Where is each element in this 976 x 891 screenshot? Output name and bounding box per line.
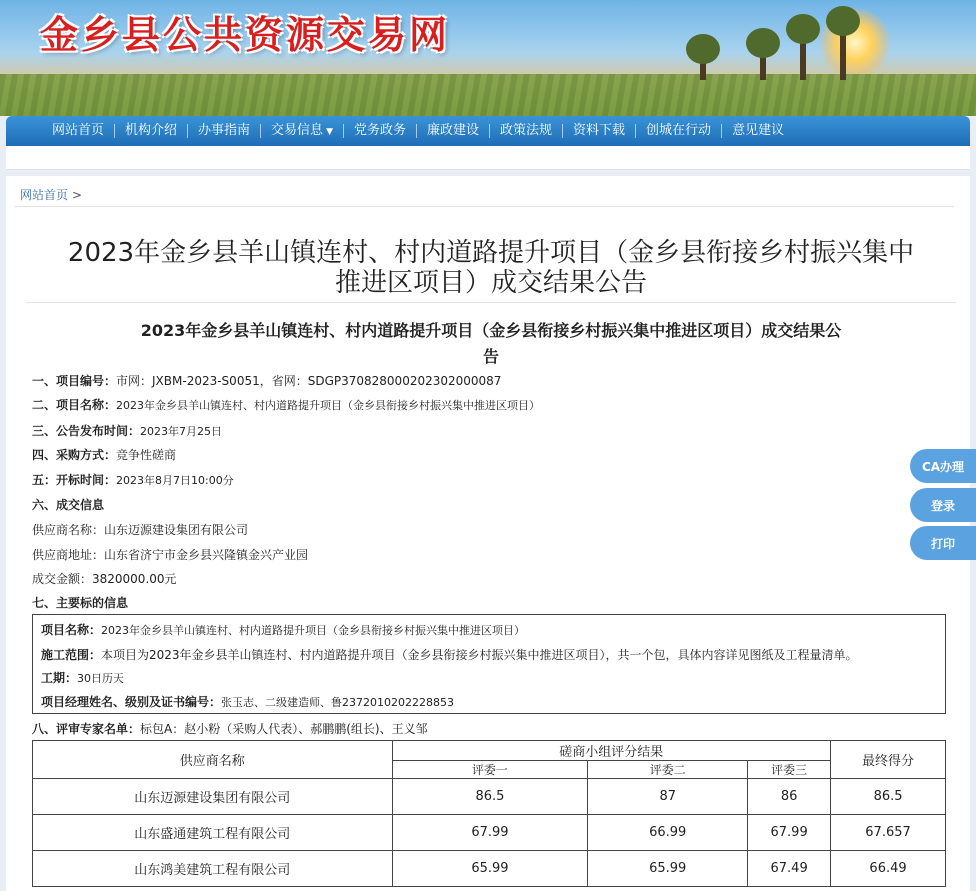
field-value: 本项目为2023年金乡县羊山镇连村、村内道路提升项目（金乡县衔接乡村振兴集中推进区项目），共一个包，具体内容详见图纸及工程量清单。 [101,648,858,662]
print-button[interactable]: 打印 [910,526,976,560]
login-button[interactable]: 登录 [910,488,976,522]
page-title [26,238,956,298]
publish-date [32,422,222,439]
project-name [32,396,540,413]
divider [14,206,954,207]
caret-down-icon: ▼ [326,127,333,137]
field-value: 张玉志、二级建造师、鲁2372010202228853 [221,696,454,709]
article-container [6,176,970,891]
procurement-method [32,446,176,463]
table-header-group: 磋商小组评分结果 [392,741,831,761]
deal-amount: 成交金额：3820000.00元 [32,572,177,586]
field-label: 五：开标时间： [32,473,117,487]
table-header-judge: 评委一 [392,761,588,779]
field-value: 2023年金乡县羊山镇连村、村内道路提升项目（金乡县衔接乡村振兴集中推进区项目） [116,399,541,412]
breadcrumb [20,186,82,203]
table-cell-score: 65.99 [392,851,588,887]
table-header-row [33,741,946,761]
table-cell-final: 86.5 [831,779,946,815]
table-cell-supplier: 山东鸿美建筑工程有限公司 [33,851,393,887]
nav-item-about[interactable]: 机构介绍 [125,123,178,138]
nav-item-downloads[interactable]: 资料下载 [573,123,626,138]
ca-service-button[interactable]: CA办理 [910,449,976,483]
table-header-judge: 评委二 [588,761,748,779]
field-label: 工期： [41,671,78,685]
table-row [33,851,946,887]
nav-item-party-affairs[interactable]: 党务政务 [353,123,406,138]
table-cell-supplier: 山东盛通建筑工程有限公司 [33,815,393,851]
field-label: 项目名称： [41,623,102,637]
project-manager [41,693,454,710]
table-cell-supplier: 山东迈源建设集团有限公司 [33,779,393,815]
nav-item-trade-info-label: 交易信息 [271,123,324,138]
table-cell-final: 67.657 [831,815,946,851]
table-cell-score: 67.99 [392,815,588,851]
page-title-line: 2023年金乡县羊山镇连村、村内道路提升项目（金乡县衔接乡村振兴集中 [67,238,915,268]
site-banner [0,0,976,116]
tree-decoration [840,28,846,80]
bid-opening-time [32,471,234,488]
table-cell-score: 67.99 [748,815,831,851]
field-label: 三、公告发布时间： [32,424,141,438]
field-label: 项目经理姓名、级别及证书编号： [41,695,222,709]
nav-item-guide[interactable]: 办事指南 [198,123,251,138]
section-heading [32,594,128,611]
article-heading [26,318,956,370]
nav-item-policy[interactable]: 政策法规 [500,123,553,138]
supplier-name: 供应商名称：山东迈源建设集团有限公司 [32,523,249,537]
article-heading-line: 告 [482,347,499,366]
score-table [32,740,946,887]
field-value: 标包A：赵小粉（采购人代表）、郝鹏鹏(组长)、王义邹 [140,722,428,736]
table-cell-score: 86.5 [392,779,588,815]
article-heading-line: 2023年金乡县羊山镇连村、村内道路提升项目（金乡县衔接乡村振兴集中推进区项目）成交结果公 [140,321,842,340]
tree-decoration [800,36,806,80]
table-cell-score: 86 [748,779,831,815]
nav-item-trade-info[interactable] [261,123,343,139]
field-decoration [0,74,976,116]
table-cell-final: 66.49 [831,851,946,887]
field-value: 2023年7月25日 [140,425,223,438]
expert-list [32,720,428,737]
subject-name [41,621,525,638]
supplier-address: 供应商地址：山东省济宁市金乡县兴隆镇金兴产业园 [32,548,309,562]
page-title-line: 推进区项目）成交结果公告 [334,268,647,298]
field-label: 八、评审专家名单： [32,722,141,736]
field-value: 2023年金乡县羊山镇连村、村内道路提升项目（金乡县衔接乡村振兴集中推进区项目） [101,624,526,637]
table-row [33,779,946,815]
tree-decoration [700,56,706,80]
table-row [33,815,946,851]
section-heading [32,496,104,513]
field-label: 一、项目编号： [32,374,117,388]
field-label: 四、采购方式： [32,448,117,462]
table-cell-score: 87 [588,779,748,815]
field-label: 施工范围： [41,648,102,662]
nav-item-feedback[interactable]: 意见建议 [732,123,785,138]
field-value: 30日历天 [77,672,125,685]
section-heading-text: 六、成交信息 [32,498,105,512]
project-number [32,372,501,389]
table-header-judge: 评委三 [748,761,831,779]
field-value: 市网：JXBM-2023-S0051，省网：SDGP370828000202302000087 [116,374,502,388]
table-cell-score: 65.99 [588,851,748,887]
table-cell-score: 67.49 [748,851,831,887]
nav-item-city-action[interactable]: 创城在行动 [646,123,712,138]
divider [26,302,956,303]
field-label: 二、项目名称： [32,398,117,412]
table-cell-score: 66.99 [588,815,748,851]
subject-info-box [32,614,946,714]
table-header-final: 最终得分 [831,741,946,779]
nav-item-integrity[interactable]: 廉政建设 [427,123,480,138]
tree-decoration [760,50,766,80]
subject-period [41,669,124,686]
breadcrumb-home-link[interactable]: 网站首页 [20,188,69,202]
section-heading-text: 七、主要标的信息 [32,596,129,610]
breadcrumb-separator: > [72,188,83,202]
table-header-supplier: 供应商名称 [33,741,393,779]
site-title: 金乡县公共资源交易网 [40,12,451,57]
field-value: 2023年8月7日10:00分 [116,474,234,487]
sub-nav-bar [6,146,970,170]
subject-scope [41,646,858,663]
main-nav [6,116,970,146]
field-value: 竞争性磋商 [116,448,177,462]
nav-item-home[interactable]: 网站首页 [52,123,105,138]
